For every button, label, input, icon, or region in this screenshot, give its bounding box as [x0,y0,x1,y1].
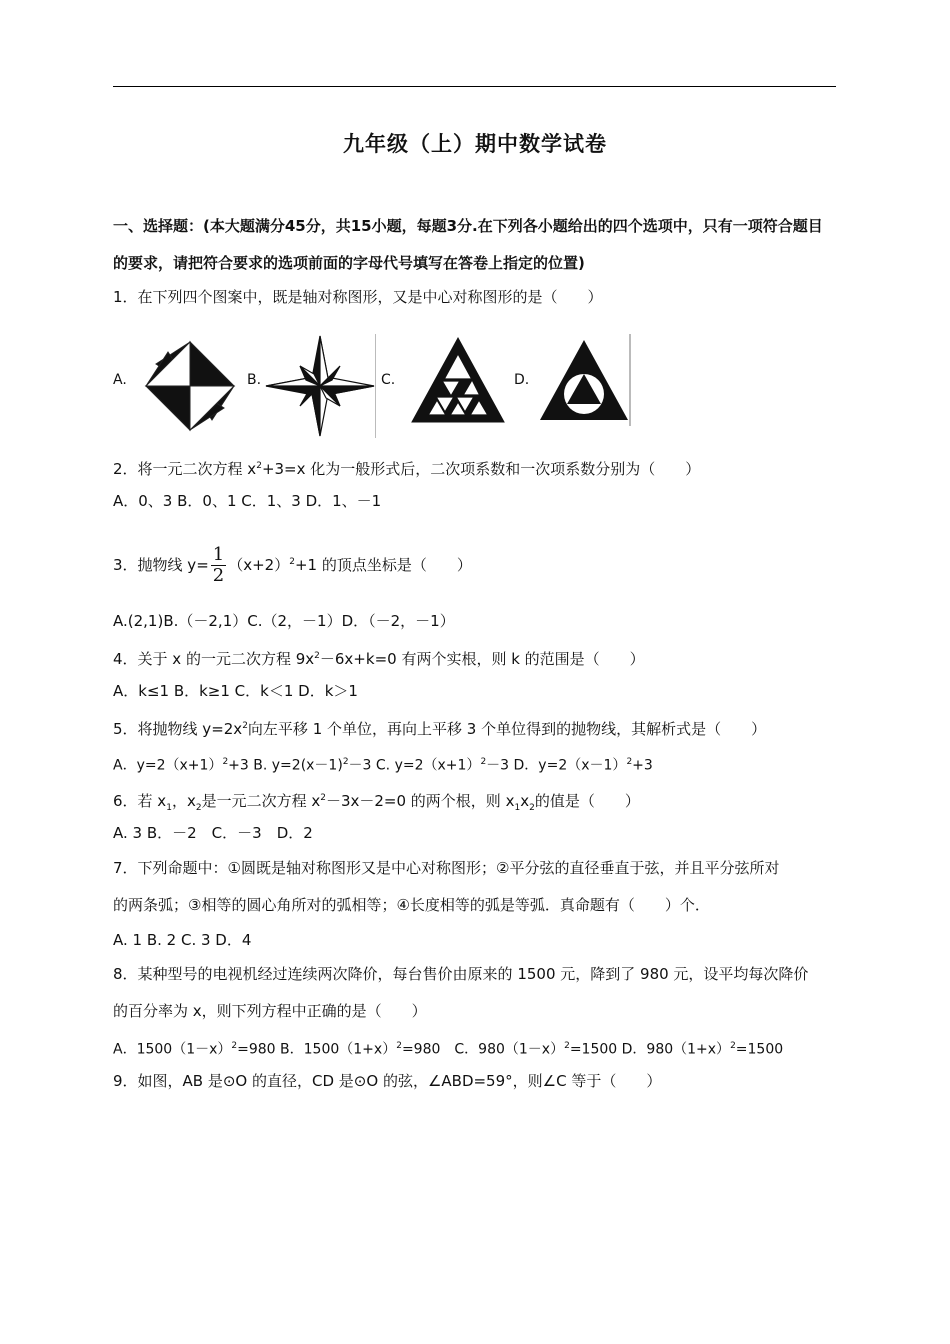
question-7-line-2: 的两条弧；③相等的圆心角所对的弧相等；④长度相等的弧是等弧．真命题有（ ）个． [113,896,710,914]
q1-option-a-label: A. [113,372,127,388]
question-7-line-1: 7．下列命题中：①圆既是轴对称图形又是中心对称图形；②平分弦的直径垂直于弦，并且平分弦所对 [113,859,780,877]
question-2-stem: 2．将一元二次方程 $x^2+3=x$ 化为一般形式后，二次项系数和一次项系数分别为（ ） [113,460,701,478]
question-3-options: A.(2,1)B.（－2,1）C.（2，－1）D．（－2，－1） [113,612,455,630]
q1-option-c-label: C. [381,372,396,388]
question-4-options: A．k≤1 B．k≥1 C．k＜1 D．k＞1 [113,682,358,700]
section-heading: 一、选择题：(本大题满分45分，共15小题，每题3分.在下列各小题给出的四个选项中，只有一项符合题目的要求，请把符合要求的选项前面的字母代号填写在答卷上指定的位置) [113,217,823,272]
q1-pinwheel-figure [136,334,244,438]
question-1-stem: 1．在下列四个图案中，既是轴对称图形，又是中心对称图形的是（ ） [113,288,603,306]
question-8-options: A．$1500(1-x)^2=980$ B．$1500(1+x)^2=980$ C．$980(1-x)^2=1500$ D．$980(1+x)^2=1500$ [113,1041,784,1058]
question-8-line-1: 8．某种型号的电视机经过连续两次降价，每台售价由原来的 1500 元，降到了 980 元，设平均每次降价 [113,965,809,983]
question-6-stem: 6．若 $x_1$，$x_2$是一元二次方程 $x^2-3x-2=0$ 的两个根，则 $x_1x_2$的值是（ ） [113,792,640,813]
q1-option-b-label: B. [247,372,262,388]
q1-triangle-pattern-figure [408,334,508,426]
q1-option-d-label: D. [514,372,530,388]
question-3-stem: 3．抛物线 y= $\frac{1}{2}$ $(x+2)^2+1$ 的顶点坐标是（ ） [113,544,472,586]
question-2-options: A．0、3 B．0、1 C．1、3 D．1、－1 [113,492,382,510]
fraction-one-half: $\frac{1}{2}$ [212,544,225,586]
question-9-stem: 9．如图，AB 是⊙O 的直径，CD 是⊙O 的弦，∠ABD=59°，则∠C 等于（ ） [113,1072,662,1090]
question-4-stem: 4．关于 x 的一元二次方程 $9x^2-6x+k=0$ 有两个实根，则 k 的范围是（ ） [113,650,645,668]
question-5-stem: 5．将抛物线 $y=2x^2$向左平移 1 个单位，再向上平移 3 个单位得到的抛物线，其解析式是（ ） [113,720,767,738]
page-title: 九年级（上）期中数学试卷 [343,132,607,156]
question-6-options: A. 3 B．－2 C．－3 D．2 [113,824,313,842]
question-7-options: A. 1 B. 2 C. 3 D．4 [113,931,252,949]
q1-triforce-circle-figure [536,334,632,426]
question-8-line-2: 的百分率为 x，则下列方程中正确的是（ ） [113,1002,427,1020]
question-5-options: A．$y=2(x+1)^2+3$ B. $y=2(x-1)^2-3$ C. $y=2(x+1)^2-3$ D．$y=2(x-1)^2+3$ [113,757,653,774]
q1-compass-star-figure [264,334,376,438]
header-rule [113,86,836,87]
